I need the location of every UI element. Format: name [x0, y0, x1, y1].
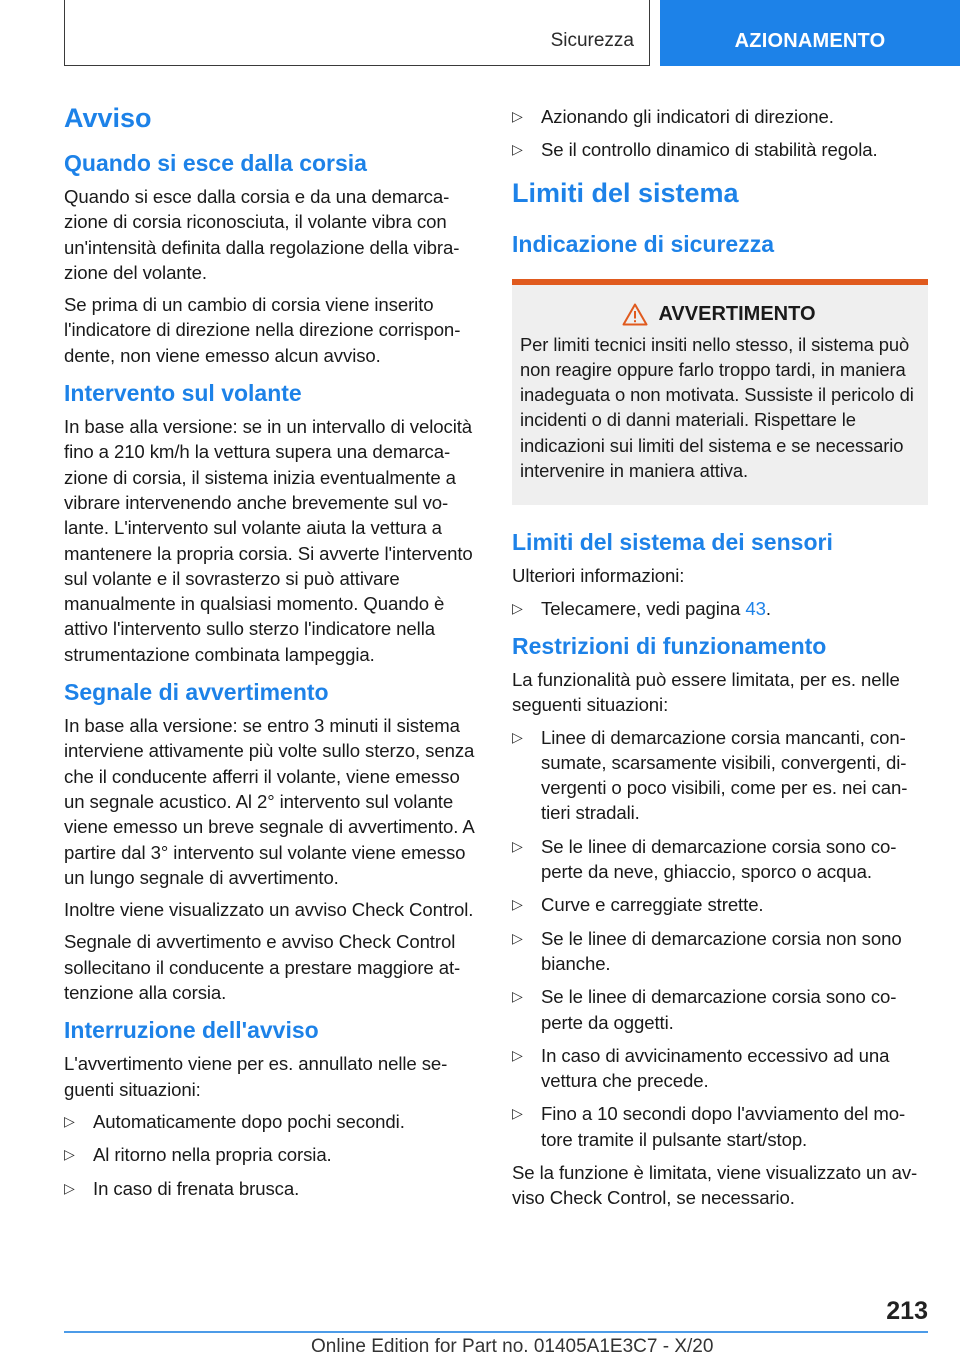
- bullet-list: [64, 1109, 484, 1201]
- list-item: ▷ In caso di avvicinamento eccessivo ad una vettura che precede.: [512, 1044, 890, 1092]
- triangle-bullet-icon: ▷: [64, 1112, 75, 1129]
- list-item: ▷ Curve e carreggiate strette.: [512, 892, 928, 917]
- paragraph: Se prima di un cambio di corsia viene inserito l'indicatore di direzione nella direzione corrispondente, non viene emesso alcun avviso.: [64, 294, 461, 366]
- paragraph: Ulteriori informazioni:: [512, 565, 685, 587]
- paragraph: L'avvertimento viene per es. annullato nelle seguenti situazioni:: [64, 1053, 448, 1100]
- triangle-bullet-icon: ▷: [512, 141, 523, 158]
- bullet-list: [512, 725, 928, 1152]
- page-link[interactable]: 43: [745, 597, 766, 619]
- triangle-bullet-icon: ▷: [512, 1105, 523, 1122]
- paragraph: Se la funzione è limitata, viene visualizzato un avviso Check Control, se necessario.: [512, 1162, 918, 1209]
- paragraph: Segnale di avvertimento e avviso Check Control sollecitano il conducente a prestare maggiore attenzione alla corsia.: [64, 931, 461, 1004]
- heading-safety-note: Indicazione di sicurezza: [512, 230, 775, 257]
- warning-triangle-icon: [622, 303, 648, 326]
- triangle-bullet-icon: ▷: [64, 1146, 75, 1163]
- triangle-bullet-icon: ▷: [512, 837, 523, 854]
- list-item: ▷ Se le linee di demarcazione corsia sono coperte da neve, ghiaccio, sporco o acqua.: [512, 835, 897, 883]
- triangle-bullet-icon: ▷: [512, 988, 523, 1005]
- list-item: ▷ Se le linee di demarcazione corsia non sono bianche.: [512, 927, 902, 974]
- warning-title: [520, 303, 918, 326]
- heading-steering-intervention: Intervento sul volante: [64, 380, 302, 407]
- right-column: [512, 98, 928, 1218]
- list-item: ▷ Fino a 10 secondi dopo l'avviamento del motore tramite il pulsante start/stop.: [512, 1103, 906, 1150]
- triangle-bullet-icon: ▷: [512, 728, 523, 745]
- triangle-bullet-icon: ▷: [512, 1046, 523, 1063]
- bullet-list: [512, 596, 928, 621]
- list-item: ▷ Telecamere, vedi pagina 43.: [512, 596, 928, 621]
- paragraph: La funzionalità può essere limitata, per es. nelle seguenti situazioni:: [512, 668, 900, 716]
- list-item: ▷ Azionando gli indicatori di direzione.: [512, 104, 928, 129]
- triangle-bullet-icon: ▷: [64, 1179, 75, 1196]
- heading-leaving-lane: Quando si esce dalla corsia: [64, 150, 367, 176]
- heading-avviso: Avviso: [64, 103, 152, 133]
- list-item: ▷ In caso di frenata brusca.: [64, 1176, 484, 1201]
- header-chapter-label: AZIONAMENTO: [734, 29, 886, 52]
- warning-text: Per limiti tecnici insiti nello stesso, il sistema può non reagire oppure farlo troppo tardi, in maniera inadeguata o non motivata. Sussiste il pericolo di incidenti o di danni materiali. Rispettare le indicazioni sui limiti del sistema e se necessario intervenire in maniera attiva.: [520, 333, 914, 482]
- triangle-bullet-icon: ▷: [512, 896, 523, 913]
- left-column: [64, 98, 484, 1209]
- warning-title-text: AVVERTIMENTO: [658, 302, 816, 325]
- header-section-label: Sicurezza: [550, 30, 634, 51]
- list-item: ▷ Se il controllo dinamico di stabilità regola.: [512, 137, 928, 162]
- paragraph: In base alla versione: se in un intervallo di velocità fino a 210 km/h la vettura supera una demarcazione di corsia, il sistema inizia eventualmente a vibrare intervenendo anche brevemente sul volante. L'intervento sul volante aiuta la vettura a mantenere la propria corsia. Si avverte l'intervento sul volante e il sovrasterzo si può attivare manualmente in qualsiasi momento. Quando è attivo l'intervento sullo sterzo l'indicatore nella strumentazione combinata lampeggia.: [64, 416, 473, 665]
- bullet-list: [512, 104, 928, 163]
- triangle-bullet-icon: ▷: [512, 599, 523, 616]
- header-chapter-tab[interactable]: [660, 0, 960, 66]
- list-item: ▷ Se le linee di demarcazione corsia sono coperte da oggetti.: [512, 986, 897, 1033]
- footer-divider: [64, 1331, 928, 1333]
- heading-sensor-limits: Limiti del sistema dei sensori: [512, 529, 833, 556]
- footer-edition: Online Edition for Part no. 01405A1E3C7 - X/20: [311, 1336, 714, 1357]
- list-item: ▷ Automaticamente dopo pochi secondi.: [64, 1109, 484, 1134]
- heading-warning-signal: Segnale di avvertimento: [64, 679, 329, 706]
- triangle-bullet-icon: ▷: [512, 108, 523, 124]
- page-number: 213: [886, 1297, 928, 1325]
- triangle-bullet-icon: ▷: [512, 929, 523, 946]
- paragraph: Inoltre viene visualizzato un avviso Check Control.: [64, 899, 474, 921]
- heading-functional-restrictions: Restrizioni di funzionamento: [512, 632, 827, 659]
- warning-box: [512, 279, 928, 506]
- list-item: ▷ Linee di demarcazione corsia mancanti, consumate, scarsamente visibili, convergenti, divergenti o poco visibili, come per es. nei cantieri stradali.: [512, 726, 908, 824]
- heading-warning-interruption: Interruzione dell'avviso: [64, 1017, 319, 1044]
- heading-system-limits: Limiti del sistema: [512, 177, 739, 208]
- list-item: ▷ Al ritorno nella propria corsia.: [64, 1142, 484, 1167]
- paragraph: In base alla versione: se entro 3 minuti il sistema interviene attivamente più volte sullo sterzo, senza che il conducente afferri il volante, viene emesso un segnale acustico. Al 2° intervento sul volante viene emesso un breve segnale di avvertimento. A partire dal 3° intervento sul volante viene emesso un lungo segnale di avvertimento.: [64, 715, 475, 888]
- paragraph: Quando si esce dalla corsia e da una demarcazione di corsia riconosciuta, il volante vibra con un'intensità definita dalla regolazione della vibrazione del volante.: [64, 186, 460, 283]
